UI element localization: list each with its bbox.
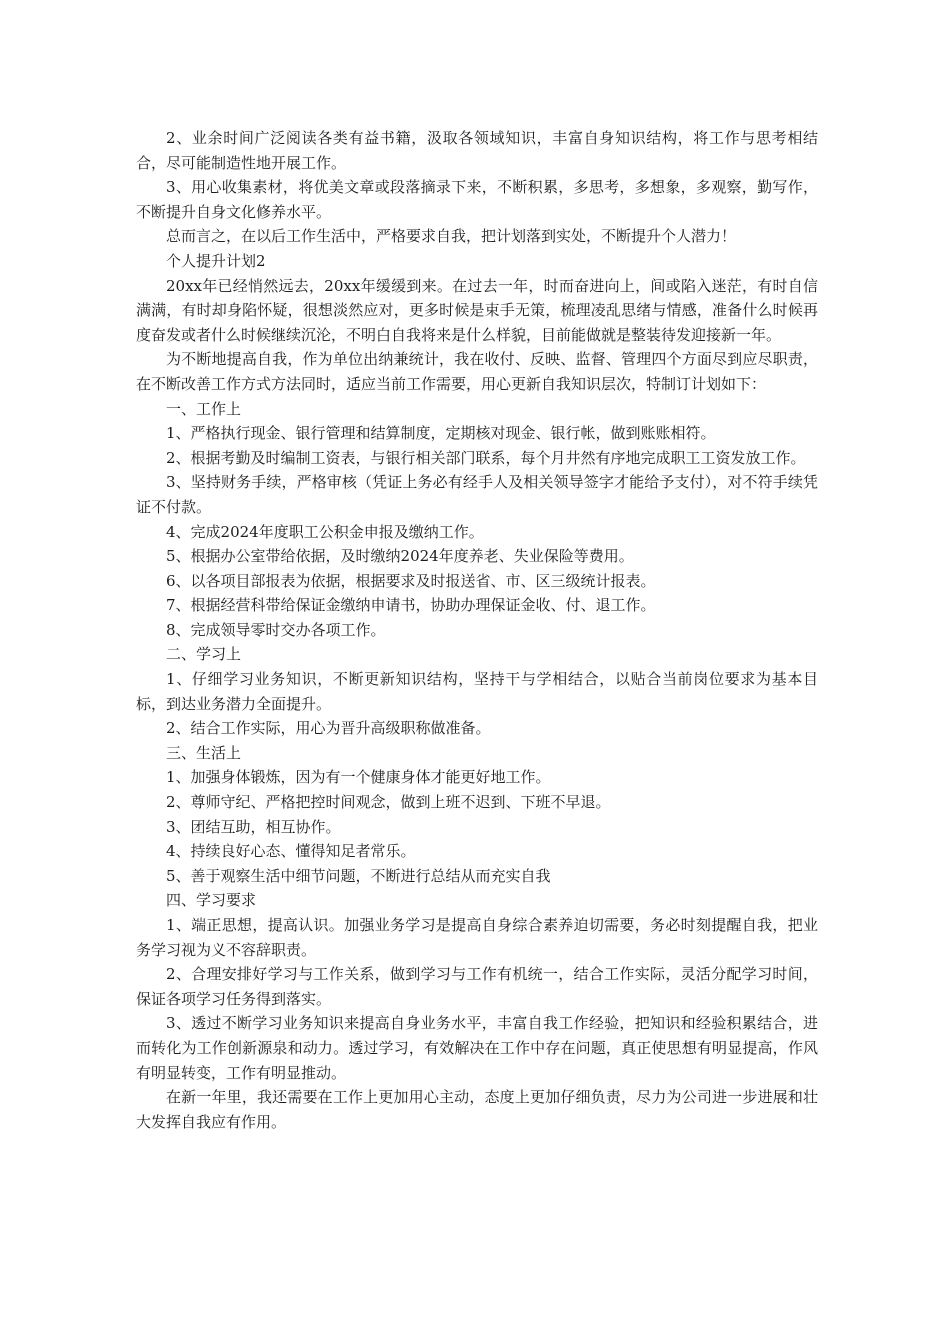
list-item: 3、坚持财务手续，严格审核（凭证上务必有经手人及相关领导签字才能给予支付），对不符手续凭证不付款。 <box>136 473 818 516</box>
paragraph: 为不断地提高自我，作为单位出纳兼统计，我在收付、反映、监督、管理四个方面尽到应尽职责，在不断改善工作方式方法同时，适应当前工作需要，用心更新自我知识层次，特制订计划如下： <box>136 350 818 393</box>
list-item: 5、善于观察生活中细节问题，不断进行总结从而充实自我 <box>166 866 551 885</box>
list-item: 2、合理安排好学习与工作关系，做到学习与工作有机统一，结合工作实际，灵活分配学习时间，保证各项学习任务得到落实。 <box>136 965 818 1008</box>
paragraph: 2、业余时间广泛阅读各类有益书籍，汲取各领域知识，丰富自身知识结构，将工作与思考相结合，尽可能制造性地开展工作。 <box>136 129 818 172</box>
list-item: 1、加强身体锻炼，因为有一个健康身体才能更好地工作。 <box>166 768 551 787</box>
list-item: 3、透过不断学习业务知识来提高自身业务水平，丰富自我工作经验，把知识和经验积累结合，进而转化为工作创新源泉和动力。透过学习，有效解决在工作中存在问题，真正使思想有明显提高，作风有明显转变，工作有明显推动。 <box>136 1014 818 1082</box>
list-item: 5、根据办公室带给依据，及时缴纳2024年度养老、失业保险等费用。 <box>166 547 634 566</box>
section-heading: 二、学习上 <box>166 645 242 664</box>
paragraph: 总而言之，在以后工作生活中，严格要求自我，把计划落到实处，不断提升个人潜力！ <box>166 227 737 246</box>
list-item: 8、完成领导零时交办各项工作。 <box>166 620 386 639</box>
section-title: 个人提升计划2 <box>166 251 266 270</box>
list-item: 2、根据考勤及时编制工资表，与银行相关部门联系，每个月井然有序地完成职工工资发放工作。 <box>166 448 806 467</box>
list-item: 1、端正思想，提高认识。加强业务学习是提高自身综合素养迫切需要，务必时刻提醒自我，把业务学习视为义不容辞职责。 <box>136 916 818 959</box>
paragraph: 在新一年里，我还需要在工作上更加用心主动，态度上更加仔细负责，尽力为公司进一步进展和壮大发挥自我应有作用。 <box>136 1088 818 1131</box>
section-heading: 四、学习要求 <box>166 891 257 910</box>
list-item: 4、持续良好心态、懂得知足者常乐。 <box>166 842 416 861</box>
list-item: 1、严格执行现金、银行管理和结算制度，定期核对现金、银行帐，做到账账相符。 <box>166 424 716 443</box>
document-body <box>136 126 818 1134</box>
section-heading: 一、工作上 <box>166 399 242 418</box>
list-item: 1、仔细学习业务知识，不断更新知识结构，坚持干与学相结合，以贴合当前岗位要求为基本目标，到达业务潜力全面提升。 <box>136 670 818 713</box>
list-item: 4、完成2024年度职工公积金申报及缴纳工作。 <box>166 522 484 541</box>
list-item: 2、结合工作实际，用心为晋升高级职称做准备。 <box>166 719 491 738</box>
list-item: 2、尊师守纪、严格把控时间观念，做到上班不迟到、下班不早退。 <box>166 793 611 812</box>
section-heading: 三、生活上 <box>166 743 242 762</box>
list-item: 6、以各项目部报表为依据，根据要求及时报送省、市、区三级统计报表。 <box>166 571 656 590</box>
list-item: 3、团结互助，相互协作。 <box>166 817 341 836</box>
paragraph: 3、用心收集素材，将优美文章或段落摘录下来，不断积累，多思考，多想象，多观察，勤写作，不断提升自身文化修养水平。 <box>136 178 818 221</box>
list-item: 7、根据经营科带给保证金缴纳申请书，协助办理保证金收、付、退工作。 <box>166 596 656 615</box>
paragraph: 20xx年已经悄然远去，20xx年缓缓到来。在过去一年，时而奋进向上，间或陷入迷茫，有时自信满满，有时却身陷怀疑，很想淡然应对，更多时候是束手无策，梳理凌乱思绪与情感，准备什么时候再度奋发或者什么时候继续沉沦，不明白自我将来是什么样貌，目前能做就是整装待发迎接新一年。 <box>136 276 818 344</box>
